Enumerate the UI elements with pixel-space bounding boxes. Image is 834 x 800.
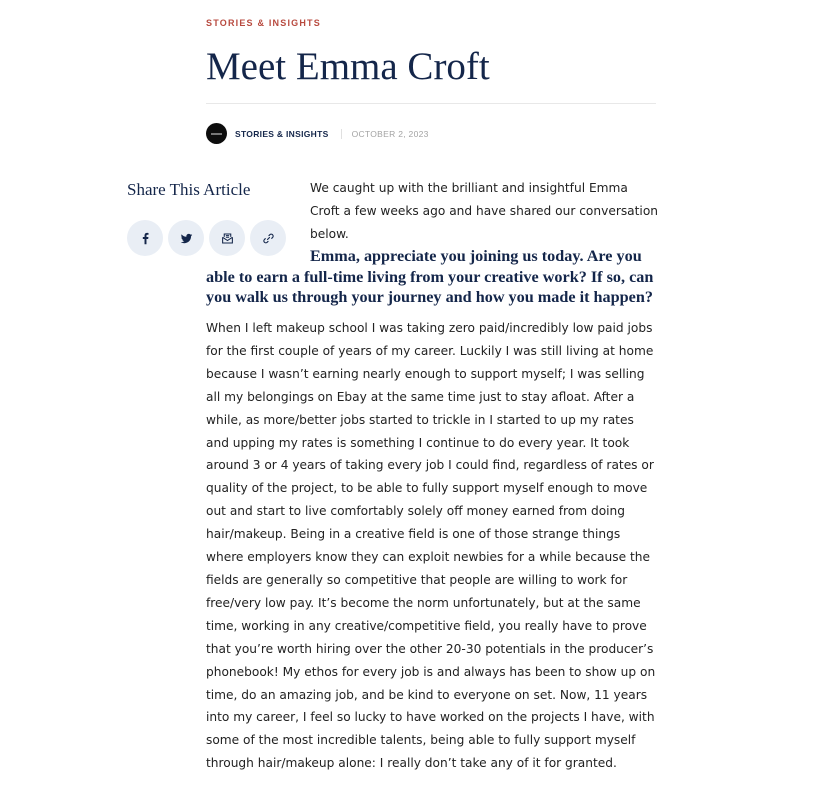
page-title: Meet Emma Croft bbox=[206, 45, 490, 88]
title-divider bbox=[206, 103, 656, 104]
article-intro: We caught up with the brilliant and insightful Emma Croft a few weeks ago and have shared our conversation below. bbox=[310, 181, 658, 241]
facebook-icon bbox=[139, 232, 152, 245]
share-facebook-button[interactable] bbox=[127, 220, 163, 256]
share-title: Share This Article bbox=[127, 180, 251, 199]
email-icon bbox=[221, 232, 234, 245]
link-icon bbox=[262, 232, 275, 245]
share-twitter-button[interactable] bbox=[168, 220, 204, 256]
avatar[interactable] bbox=[206, 123, 227, 144]
interview-answer: When I left makeup school I was taking zero paid/incredibly low paid jobs for the first couple of years of my career. Luckily I was still living at home because I wasn’t earning nearly enough to support myself; I was selling all my belongings on Ebay at the same time just to stay afloat. After a while, as more/better jobs started to trickle in I started to up my rates and upping my rates is something I continue to do every year. It took around 3 or 4 years of taking every job I could find, regardless of rates or quality of the project, to be able to fully support myself enough to move out and start to live comfortably solely off money earned from doing hair/makeup. Being in a creative field is one of those strange things where employers know they can exploit newbies for a while because the fields are generally so competitive that people are willing to work for free/very low pay. It’s become the norm unfortunately, but at the same time, working in any creative/competitive field, you really have to prove that you’re worth hiring over the other 20-30 potentials in the producer’s phonebook! My ethos for every job is and always has been to show up on time, do an amazing job, and be kind to everyone on set. Now, 11 years into my career, I feel so lucky to have worked on the projects I have, with some of the most incredible talents, being able to fully support myself through hair/makeup alone: I really don’t take any of it for granted. bbox=[206, 321, 656, 771]
interview-question: Emma, appreciate you joining us today. Are you able to earn a full-time living from your creative work? If so, can you walk us through your journey and how you made it happen? bbox=[206, 247, 654, 306]
byline-date: OCTOBER 2, 2023 bbox=[351, 128, 429, 139]
category-kicker[interactable]: STORIES & INSIGHTS bbox=[206, 18, 321, 28]
byline bbox=[206, 123, 429, 144]
byline-divider bbox=[341, 129, 342, 139]
twitter-icon bbox=[180, 232, 193, 245]
byline-author[interactable]: STORIES & INSIGHTS bbox=[235, 128, 329, 139]
